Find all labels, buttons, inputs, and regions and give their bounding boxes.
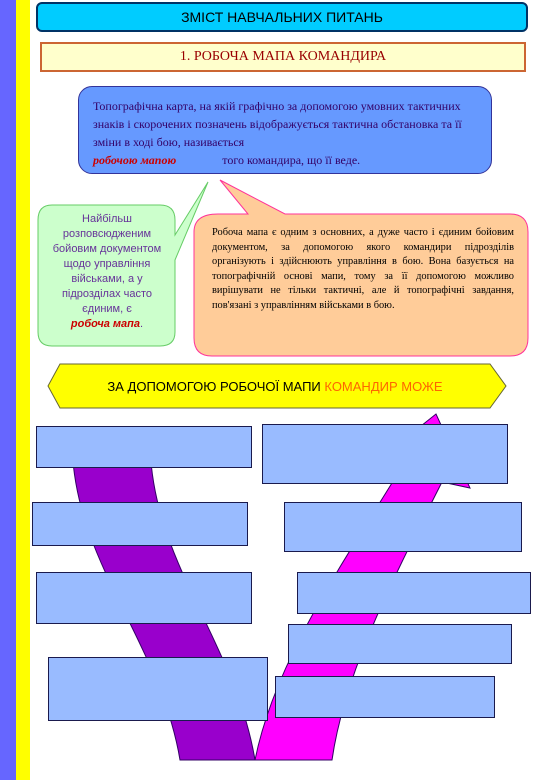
capability-box-8 [48,657,268,721]
callout-left-term: робоча мапа [70,318,141,330]
callout-left-suffix: . [140,318,144,330]
capability-box-4 [284,502,522,552]
definition-text: Топографічна карта, на якій графічно за допомогою умовних тактичних знаків і скорочених позначень відображується тактична обстановка та її зміни в ході бою, називається [93,99,462,149]
definition-term: робочою мапою [93,153,177,167]
capability-box-6 [297,572,531,614]
definition-text-after: того командира, що її веде. [222,153,361,167]
callout-right-text: Робоча мапа є одним з основних, а дуже часто і єдиним бойовим документом, за допомогою якого командири підрозділів організують і здійснюють управління в бою. Вона базується на топографічній основі мапи, тому за її допомогою можливо вирішувати не тільки тактичні, але й топографічні завдання, пов'язані з управлінням військами в бою. [212,227,514,311]
capability-box-7 [288,624,512,664]
capability-box-2 [262,424,508,484]
page-title-text: ЗМІСТ НАВЧАЛЬНИХ ПИТАНЬ [181,9,383,25]
capability-box-3 [32,502,248,546]
capability-box-5 [36,572,252,624]
can-banner-label: ЗА ДОПОМОГОЮ РОБОЧОЇ МАПИ [107,378,325,394]
can-banner [60,370,490,402]
callout-left-text [44,212,170,342]
capability-box-9 [275,676,495,718]
section-title-text: 1. РОБОЧА МАПА КОМАНДИРА [179,49,387,64]
capability-box-1 [36,426,252,468]
can-banner-accent: КОМАНДИР МОЖЕ [324,378,443,394]
callout-left-body: Найбільш розповсюдженим бойовим документом щодо управління військами, а у підрозділах часто єдиним, є [52,213,162,315]
